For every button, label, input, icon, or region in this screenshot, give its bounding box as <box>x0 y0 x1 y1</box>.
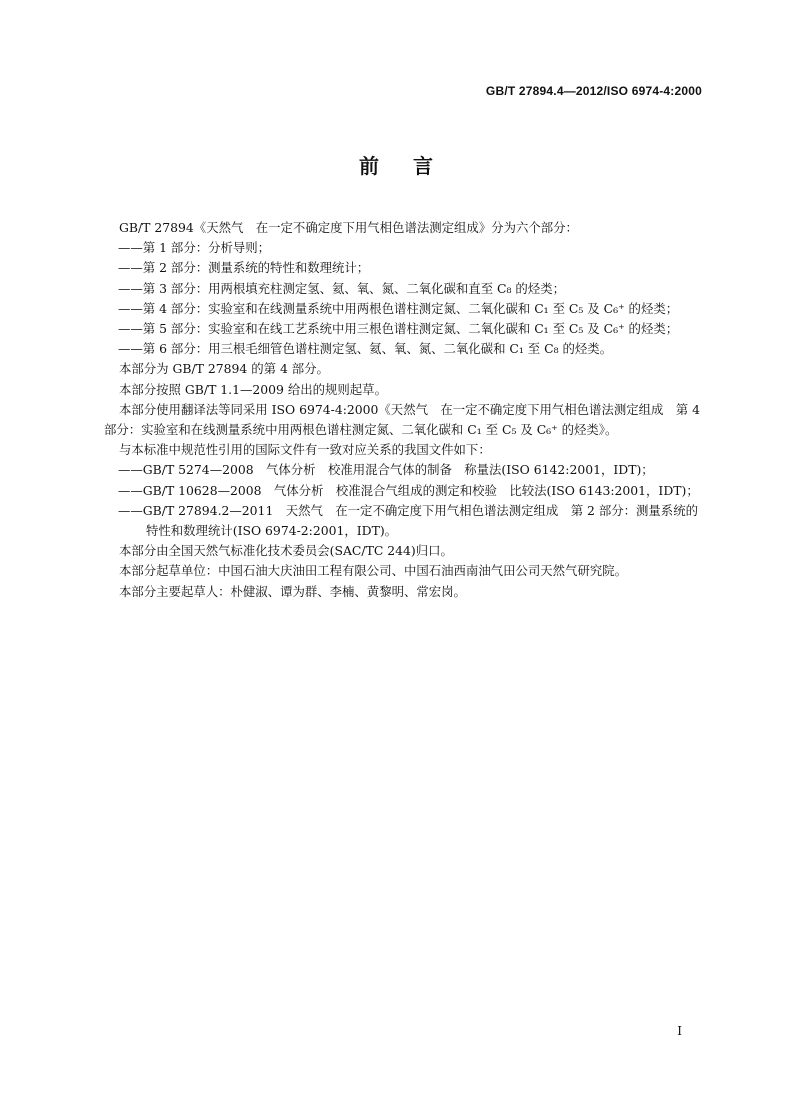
intro-paragraph: GB/T 27894《天然气 在一定不确定度下用气相色谱法测定组成》分为六个部分： <box>119 220 578 235</box>
part-list-item: ——第 2 部分：测量系统的特性和数理统计； <box>118 260 370 276</box>
drafting-units-paragraph: 本部分起草单位：中国石油大庆油田工程有限公司、中国石油西南油气田公司天然气研究院。 <box>119 563 628 579</box>
translation-paragraph: 本部分使用翻译法等同采用 ISO 6974-4:2000《天然气 在一定不确定度下用气相色谱法测定组成 第 4 部分：实验室和在线测量系统中用两根色谱柱测定氮、二氧化碳和 C₁ 至 C₅ 及 C₆⁺ 的烃类》。 <box>104 401 701 438</box>
authors-paragraph: 本部分主要起草人：朴健淑、谭为群、李楠、黄黎明、常宏岗。 <box>119 583 466 599</box>
page-number: I <box>677 1024 682 1038</box>
part-list-item: ——第 1 部分：分析导则； <box>118 240 271 256</box>
part-list-item: ——第 5 部分：实验室和在线工艺系统中用三根色谱柱测定氮、二氧化碳和 C₁ 至 C₅ 及 C₆⁺ 的烃类； <box>118 321 679 337</box>
reference-list-item: ——GB/T 27894.2—2011 天然气 在一定不确定度下用气相色谱法测定组成 第 2 部分：测量系统的特性和数理统计(ISO 6974-2:2001，IDT)。 <box>118 502 698 539</box>
rules-paragraph: 本部分按照 GB/T 1.1—2009 给出的规则起草。 <box>119 381 387 397</box>
foreword-body <box>104 218 704 602</box>
reference-list-item: ——GB/T 5274—2008 气体分析 校准用混合气体的制备 称量法(ISO 6142:2001，IDT)； <box>118 462 654 478</box>
document-code-header: GB/T 27894.4—2012/ISO 6974-4:2000 <box>485 84 702 98</box>
page-title: 前言 <box>359 154 467 178</box>
part-list-item: ——第 6 部分：用三根毛细管色谱柱测定氢、氦、氧、氮、二氧化碳和 C₁ 至 C₈ 的烃类。 <box>118 341 613 357</box>
part-list-item: ——第 4 部分：实验室和在线测量系统中用两根色谱柱测定氮、二氧化碳和 C₁ 至 C₅ 及 C₆⁺ 的烃类； <box>118 300 679 316</box>
refs-intro-paragraph: 与本标准中规范性引用的国际文件有一致对应关系的我国文件如下： <box>119 442 491 458</box>
reference-list-item: ——GB/T 10628—2008 气体分析 校准混合气组成的测定和校验 比较法(ISO 6143:2001，IDT)； <box>118 482 699 498</box>
part-list-item: ——第 3 部分：用两根填充柱测定氢、氦、氧、氮、二氧化碳和直至 C₈ 的烃类； <box>118 280 565 296</box>
part-paragraph: 本部分为 GB/T 27894 的第 4 部分。 <box>119 361 329 377</box>
committee-paragraph: 本部分由全国天然气标准化技术委员会(SAC/TC 244)归口。 <box>119 543 453 559</box>
